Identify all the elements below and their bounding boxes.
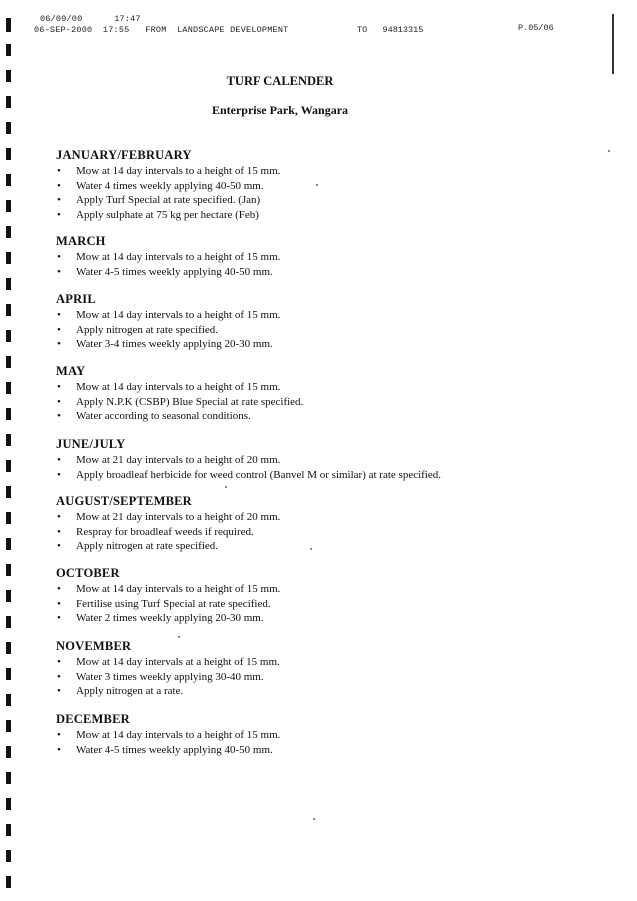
- scan-edge-line: [612, 14, 614, 74]
- list-item: • Respray for broadleaf weeds if required.: [56, 525, 576, 540]
- scan-speck: [608, 150, 610, 152]
- list-item: • Apply nitrogen at rate specified.: [56, 539, 576, 554]
- scan-mark: [6, 772, 11, 784]
- list-item: • Mow at 21 day intervals to a height of 20 mm.: [56, 510, 576, 525]
- fax-header-line: 06-SEP-2000 17:55 FROM LANDSCAPE DEVELOPMENT: [34, 25, 289, 35]
- scan-mark: [6, 590, 11, 602]
- scan-mark: [6, 720, 11, 732]
- section-april: [56, 292, 576, 352]
- scan-mark: [6, 486, 11, 498]
- list-item: • Fertilise using Turf Special at rate specified.: [56, 597, 576, 612]
- scan-speck: [313, 818, 315, 820]
- scan-mark: [6, 174, 11, 186]
- fax-recipient: TO 94813315: [357, 25, 424, 35]
- scan-mark: [6, 200, 11, 212]
- section-march: [56, 234, 576, 279]
- document-subtitle: Enterprise Park, Wangara: [211, 103, 349, 117]
- list-item: • Apply N.P.K (CSBP) Blue Special at rate specified.: [56, 395, 576, 410]
- section-may: [56, 364, 576, 424]
- task-list: [56, 655, 576, 699]
- section-august-september: [56, 494, 576, 554]
- list-item: • Mow at 14 day intervals at a height of 15 mm.: [56, 655, 576, 670]
- list-item: • Mow at 14 day intervals to a height of 15 mm.: [56, 250, 576, 265]
- list-item: • Apply broadleaf herbicide for weed control (Banvel M or similar) at rate specified.: [56, 468, 576, 483]
- scan-mark: [6, 798, 11, 810]
- task-list: [56, 380, 576, 424]
- scan-mark: [6, 538, 11, 550]
- section-heading: JANUARY/FEBRUARY: [56, 148, 192, 162]
- section-heading: NOVEMBER: [56, 639, 132, 653]
- scan-mark: [6, 252, 11, 264]
- scan-mark: [6, 278, 11, 290]
- document-title: TURF CALENDER: [226, 74, 334, 88]
- task-list: [56, 453, 576, 482]
- section-june-july: [56, 437, 576, 482]
- scan-speck: [225, 486, 227, 488]
- section-november: [56, 639, 576, 699]
- list-item: • Mow at 21 day intervals to a height of 20 mm.: [56, 453, 576, 468]
- list-item: • Water 3 times weekly applying 30-40 mm.: [56, 670, 576, 685]
- list-item: • Mow at 14 day intervals to a height of 15 mm.: [56, 380, 576, 395]
- scan-speck: [316, 184, 318, 186]
- list-item: • Apply sulphate at 75 kg per hectare (Feb): [56, 208, 576, 223]
- list-item: • Water 4-5 times weekly applying 40-50 mm.: [56, 265, 576, 280]
- list-item: • Water 4 times weekly applying 40-50 mm.: [56, 179, 576, 194]
- list-item: • Mow at 14 day intervals to a height of 15 mm.: [56, 728, 576, 743]
- scan-mark: [6, 668, 11, 680]
- section-heading: MARCH: [56, 234, 106, 248]
- task-list: [56, 582, 576, 626]
- scan-mark: [6, 44, 11, 56]
- scan-mark: [6, 824, 11, 836]
- scan-mark: [6, 226, 11, 238]
- scan-speck: [178, 636, 180, 638]
- scan-mark: [6, 434, 11, 446]
- list-item: • Mow at 14 day intervals to a height of 15 mm.: [56, 164, 576, 179]
- list-item: • Mow at 14 day intervals to a height of 15 mm.: [56, 582, 576, 597]
- scan-mark: [6, 18, 11, 32]
- scan-mark: [6, 148, 11, 160]
- list-item: • Water 2 times weekly applying 20-30 mm.: [56, 611, 576, 626]
- section-heading: AUGUST/SEPTEMBER: [56, 494, 192, 508]
- scan-mark: [6, 746, 11, 758]
- section-heading: APRIL: [56, 292, 96, 306]
- scan-mark: [6, 564, 11, 576]
- task-list: [56, 164, 576, 222]
- list-item: • Apply Turf Special at rate specified. (Jan): [56, 193, 576, 208]
- scan-speck: [310, 548, 312, 550]
- section-heading: OCTOBER: [56, 566, 120, 580]
- list-item: • Water 3-4 times weekly applying 20-30 mm.: [56, 337, 576, 352]
- list-item: • Water according to seasonal conditions.: [56, 409, 576, 424]
- scan-mark: [6, 304, 11, 316]
- list-item: • Water 4-5 times weekly applying 40-50 mm.: [56, 743, 576, 758]
- fax-page-number: P.05/06: [518, 23, 554, 33]
- section-heading: JUNE/JULY: [56, 437, 126, 451]
- scan-mark: [6, 330, 11, 342]
- scan-mark: [6, 642, 11, 654]
- task-list: [56, 510, 576, 554]
- scan-mark: [6, 512, 11, 524]
- scan-mark: [6, 460, 11, 472]
- list-item: • Mow at 14 day intervals to a height of 15 mm.: [56, 308, 576, 323]
- section-heading: DECEMBER: [56, 712, 130, 726]
- scan-mark: [6, 382, 11, 394]
- task-list: [56, 728, 576, 757]
- section-october: [56, 566, 576, 626]
- scan-mark: [6, 122, 11, 134]
- scan-mark: [6, 408, 11, 420]
- scan-mark: [6, 850, 11, 862]
- list-item: • Apply nitrogen at a rate.: [56, 684, 576, 699]
- scan-mark: [6, 616, 11, 628]
- section-heading: MAY: [56, 364, 86, 378]
- list-item: • Apply nitrogen at rate specified.: [56, 323, 576, 338]
- section-december: [56, 712, 576, 757]
- task-list: [56, 250, 576, 279]
- fax-timestamp-line: 06/09/00 17:47: [40, 14, 141, 24]
- scan-mark: [6, 694, 11, 706]
- scan-mark: [6, 356, 11, 368]
- scan-mark: [6, 876, 11, 888]
- task-list: [56, 308, 576, 352]
